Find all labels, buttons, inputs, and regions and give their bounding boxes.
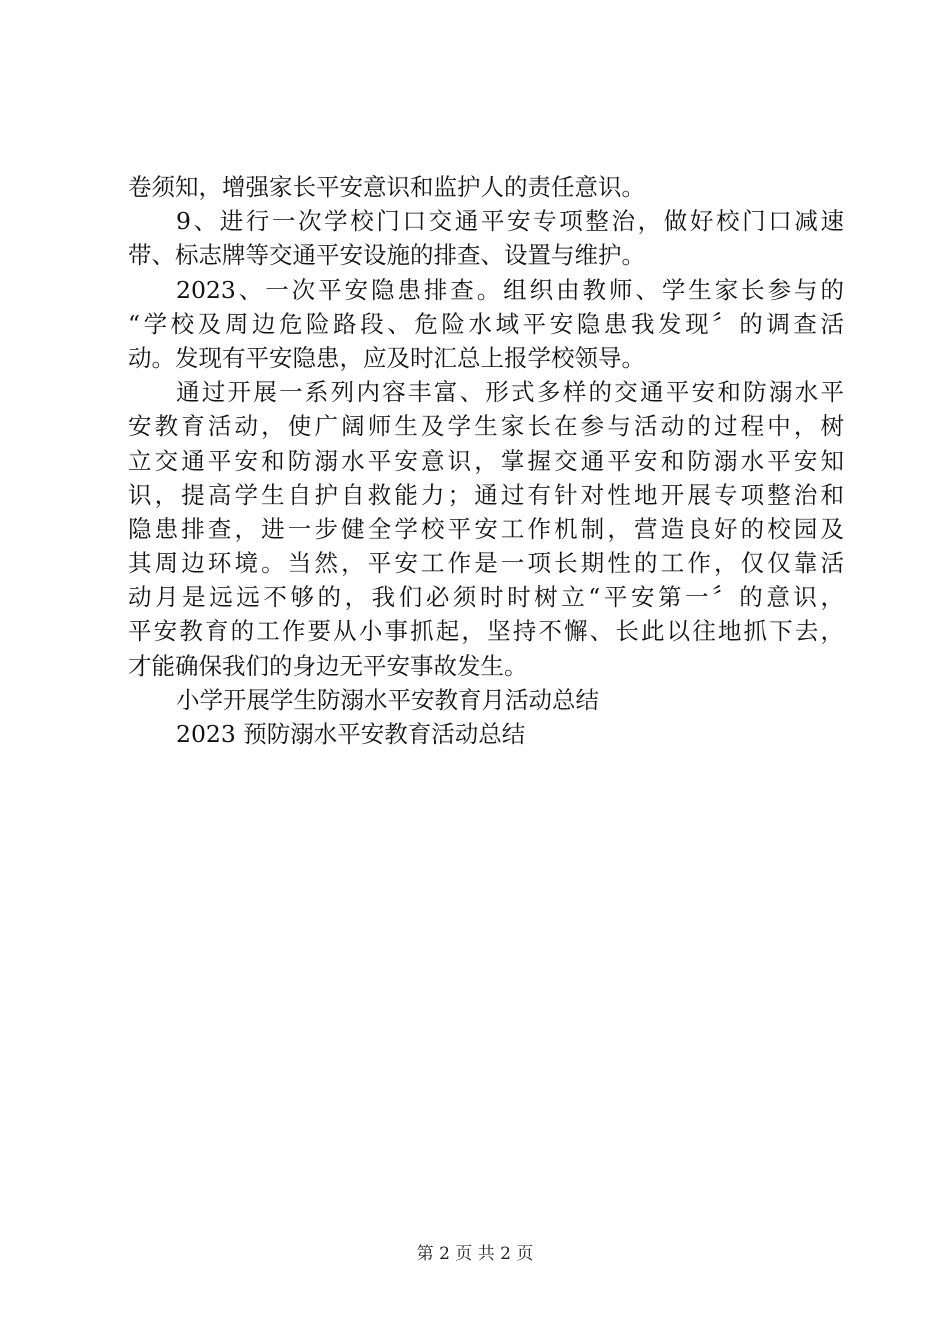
text-line: 隐患排查，进一步健全学校平安工作机制，营造良好的校园及 xyxy=(128,514,844,543)
text-line: 小学开展学生防溺水平安教育月活动总结 xyxy=(176,685,599,714)
text-line: 通过开展一系列内容丰富、形式多样的交通平安和防溺水平 xyxy=(176,378,844,407)
text-line: 安教育活动，使广阔师生及学生家长在参与活动的过程中，树 xyxy=(128,412,844,441)
document-body xyxy=(128,170,844,751)
page-number: 第 2 页 共 2 页 xyxy=(416,1244,534,1264)
page-footer xyxy=(0,1242,950,1266)
text-line: “学校及周边危险路段、危险水域平安隐患我发现〞的调查活 xyxy=(128,309,844,338)
text-line: 动月是远远不够的，我们必须时时树立“平安第一〞的意识， xyxy=(128,583,844,612)
text-line: 卷须知，增强家长平安意识和监护人的责任意识。 xyxy=(128,173,645,201)
text-line: 带、标志牌等交通平安设施的排查、设置与维护。 xyxy=(128,241,645,270)
text-line: 其周边环境。当然，平安工作是一项长期性的工作，仅仅靠活 xyxy=(128,549,844,578)
text-line: 立交通平安和防溺水平安意识，掌握交通平安和防溺水平安知 xyxy=(128,446,844,475)
text-line: 才能确保我们的身边无平安事故发生。 xyxy=(128,651,528,680)
text-line: 2023 预防溺水平安教育活动总结 xyxy=(176,720,526,748)
text-line: 动。发现有平安隐患，应及时汇总上报学校领导。 xyxy=(128,343,645,372)
text-line: 2023、一次平安隐患排查。组织由教师、学生家长参与的 xyxy=(176,275,844,304)
text-line: 9、进行一次学校门口交通平安专项整治，做好校门口减速 xyxy=(176,207,844,236)
text-line: 识，提高学生自护自救能力；通过有针对性地开展专项整治和 xyxy=(128,480,844,509)
text-line: 平安教育的工作要从小事抓起，坚持不懈、长此以往地抓下去， xyxy=(128,617,844,646)
